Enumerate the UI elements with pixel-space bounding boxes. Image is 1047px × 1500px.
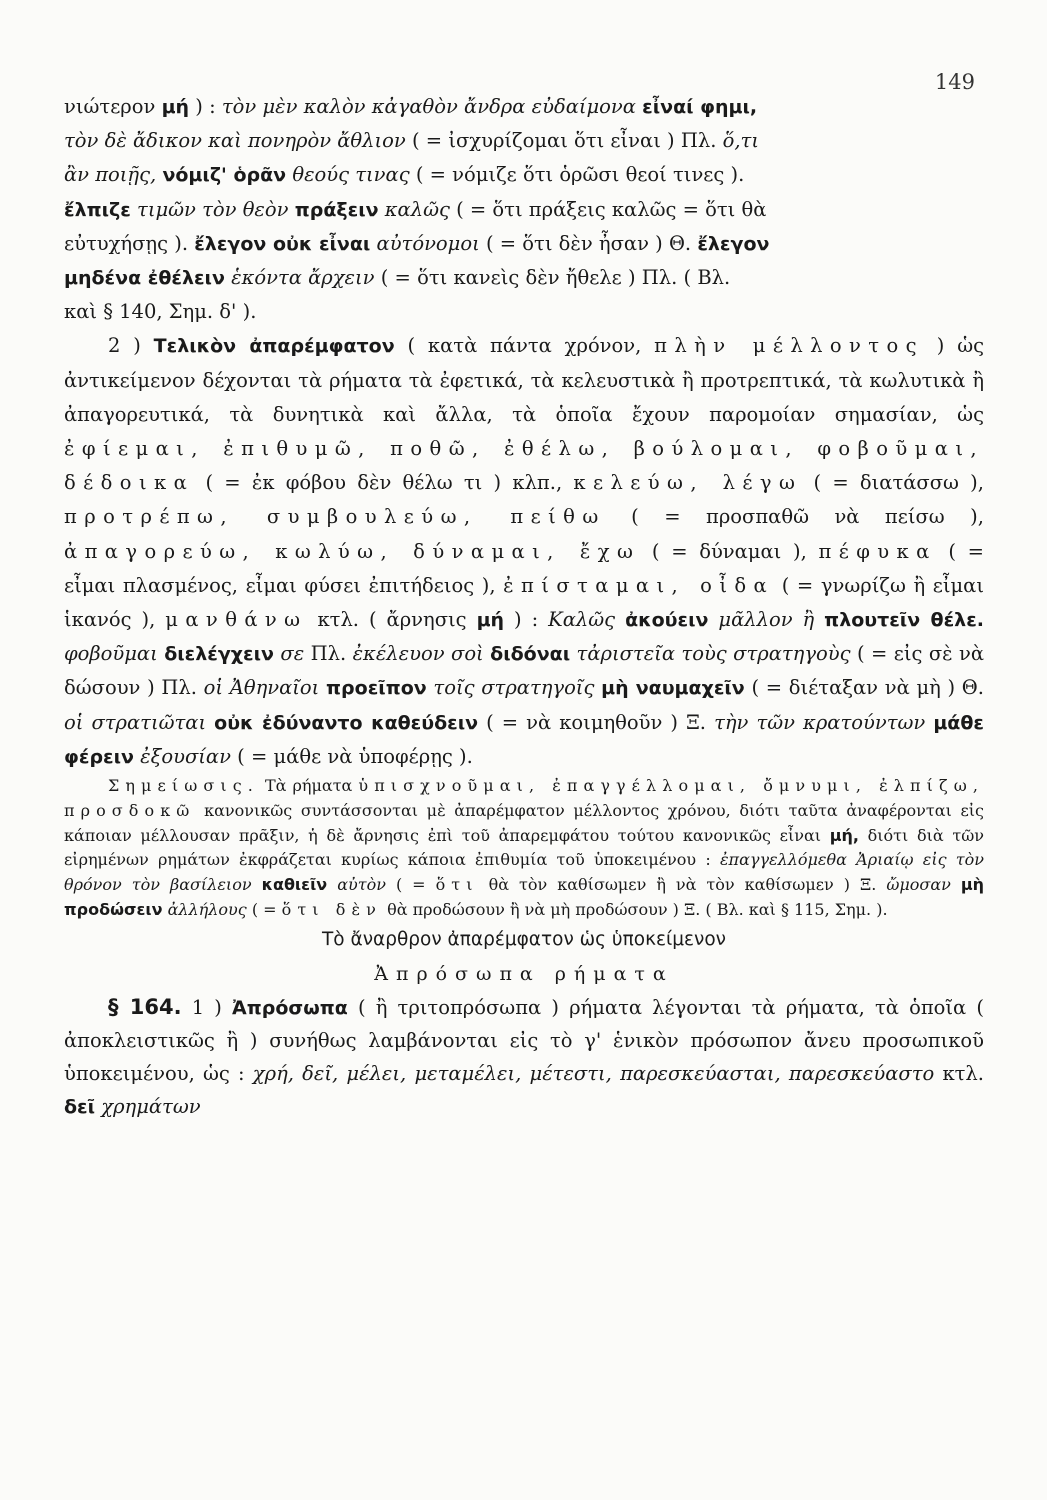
text: ( = μάθε νὰ ὑποφέρῃς ). — [230, 744, 473, 768]
text: ) : — [504, 608, 549, 632]
text: ( = νόμιζε ὅτι ὁρῶσι θεοί τινες ). — [409, 163, 745, 187]
bold-term: μή, — [829, 825, 859, 845]
text — [252, 875, 262, 894]
bold-term: δεῖ — [64, 1095, 96, 1118]
text: ( = ὅτι πράξεις καλῶς = ὅτι θὰ — [449, 197, 767, 221]
text — [615, 608, 625, 631]
page-body — [64, 90, 984, 1123]
spaced-term: ἀπαγορεύω, κωλύω, δύναμαι, ἔχω — [64, 539, 641, 563]
paragraph-impersonal-verbs — [64, 991, 984, 1123]
bold-term: διδόναι — [490, 643, 571, 666]
spaced-term: κελεύω, λέγω — [573, 471, 803, 495]
spaced-term: μανθάνω — [165, 608, 308, 632]
bold-term: ἀκούειν — [625, 609, 709, 632]
example-italic: ἐξουσίαν — [140, 744, 231, 768]
text: ( = ἐκ φόβου δὲν θέλω τι ) κλπ., — [194, 471, 574, 495]
bold-term: μηδένα ἐθέλειν — [64, 267, 225, 290]
text: 2 ) — [108, 334, 154, 358]
example-italic: αὐτόνομοι — [376, 231, 480, 255]
example-italic: καλῶς — [384, 197, 450, 221]
bold-term: ἔλεγον — [697, 232, 770, 255]
bold-term: διελέγχειν — [164, 643, 274, 666]
text: θὰ προδώσουν ἢ νὰ μὴ προδώσουν ) Ξ. ( Βλ. καὶ § 115, Σημ. ). — [382, 900, 888, 920]
bold-term: ἔλεγον οὐκ εἶναι — [194, 232, 371, 255]
text — [708, 608, 718, 631]
paragraph-examples — [64, 90, 984, 329]
text: ( = γνωρίζω ἢ εἶμαι ἱκανός ), — [64, 573, 984, 632]
text: ( = — [385, 875, 436, 895]
text: Πλ. — [304, 642, 353, 666]
text: διότι διὰ τῶν εἰρημένων ρημάτων ἐκφράζεται κυρίως κάποια ἐπιθυμία τοῦ ὑποκειμένου : — [64, 825, 984, 870]
example-italic: ἐκέλευον σοὶ — [352, 642, 484, 666]
text: ( = διέταξαν νὰ μὴ ) Θ. — [744, 676, 984, 700]
example-italic: ὅ,τι — [722, 129, 759, 153]
bold-term: οὐκ ἐδύναντο καθεύδειν — [214, 711, 479, 734]
text: ( = νὰ κοιμηθοῦν ) Ξ. — [478, 710, 715, 734]
page-number: 149 — [934, 70, 975, 94]
example-italic: χρή, δεῖ, μέλει, μεταμέλει, μέτεστι, παρεσκεύασται, παρεσκεύαστο — [252, 1061, 935, 1085]
text — [814, 608, 824, 631]
text: καὶ § 140, Σημ. δ' ). — [64, 300, 257, 324]
text — [327, 875, 337, 894]
text: ( = διατάσσω ), — [802, 471, 984, 495]
section-heading: Τὸ ἄναρθρον ἀπαρέμφατον ὡς ὑποκείμενον — [322, 928, 726, 950]
spaced-term: ἐπίσταμαι, οἶδα — [503, 573, 775, 597]
example-italic: αὐτὸν — [337, 875, 386, 895]
text: εὐτυχήσῃς ). — [64, 231, 195, 255]
bold-term: καθιεῖν — [261, 875, 328, 895]
example-italic: φοβοῦμαι — [64, 642, 158, 666]
example-italic: τὸν δὲ ἄδικον καὶ πονηρὸν ἄθλιον — [64, 129, 406, 153]
bold-term: προεῖπον — [326, 677, 427, 700]
bold-term: μή — [161, 96, 190, 118]
note-paragraph — [64, 774, 984, 923]
text: ( = — [246, 900, 282, 920]
spaced-term: πλὴν μέλλοντος — [654, 334, 924, 358]
bold-term: ἔλπιζε — [64, 198, 131, 221]
text: θὰ τὸν καθίσωμεν ἢ νὰ τὸν καθίσωμεν ) Ξ. — [478, 875, 887, 895]
spaced-term: ἐφίεμαι, ἐπιθυμῶ, ποθῶ, ἐθέλω, βούλομαι, φοβοῦμαι, δέδοικα — [64, 437, 984, 495]
example-italic: ἂν ποιῇς, — [64, 163, 157, 187]
text — [951, 875, 961, 894]
text: ( = εἶμαι πλασμένος, εἶμαι φύσει ἐπιτήδειος ), — [64, 539, 984, 597]
spaced-term: ὅτι — [435, 875, 479, 895]
text: Τὰ ρήματα — [258, 776, 359, 796]
example-italic: τοῖς στρατηγοῖς — [433, 676, 595, 700]
text: ( κατὰ πάντα χρόνον, — [394, 334, 655, 358]
example-italic: θεούς τινας — [292, 163, 410, 187]
example-italic: χρημάτων — [101, 1094, 201, 1118]
bold-term: μὴ προδώσειν — [64, 875, 985, 920]
example-italic: τὸν μὲν καλὸν κἀγαθὸν ἄνδρα εὐδαίμονα — [221, 95, 636, 118]
bold-term: πράξειν — [294, 198, 379, 221]
text: ( ἢ τριτοπρόσωπα ) ρήματα λέγονται τὰ ρήματα, τὰ ὁποῖα ( ἀποκλειστικῶς ἢ ) συνήθως λαμβάνονται εἰς τὸ γ' ἑνικὸν πρόσωπον ἄνευ προσωπικοῦ ὑποκειμένου, ὡς : — [64, 996, 984, 1085]
example-italic: σε — [280, 642, 305, 666]
subsection-heading: Ἀπρόσωπα ρήματα — [374, 963, 674, 986]
bold-term: μὴ ναυμαχεῖν — [601, 677, 745, 700]
text: ( = δύναμαι ), — [640, 539, 819, 563]
text: ) ὡς ἀντικείμενον δέχονται τὰ ρήματα τὰ ἐφετικά, τὰ κελευστικὰ ἢ προτρεπτικά, τὰ κωλυτικὰ ἢ ἀπαγορευτικά, τὰ δυνητικὰ καὶ ἄλλα, τὰ ὁποῖα ἔχουν παρομοίαν σημασίαν, ὡς — [64, 334, 985, 426]
example-italic: ἐπαγγελλόμεθα Ἀριαίῳ εἰς τὸν θρόνον τὸν βασίλειον — [64, 850, 984, 895]
text: ( = ἰσχυρίζομαι ὅτι εἶναι ) Πλ. — [405, 129, 723, 153]
spaced-term: ὑπισχνοῦμαι, ἐπαγγέλλομαι, ὄμνυμι, ἐλπίζω, προσδοκῶ — [64, 776, 984, 820]
text: κανονικῶς συντάσσονται μὲ ἀπαρέμφατον μέλλοντος χρόνου, διότι ταῦτα ἀναφέρονται εἰς κάποιαν μέλλουσαν πρᾶξιν, ἡ δὲ ἄρνησις ἐπὶ τοῦ ἀπαρεμφάτου τούτου κανονικῶς εἶναι — [64, 800, 984, 845]
example-italic: ὤμοσαν — [886, 875, 951, 895]
example-italic: τὴν τῶν κρατούντων — [714, 710, 926, 734]
text: ) : — [189, 95, 222, 118]
example-italic: οἱ Ἀθηναῖοι — [203, 676, 320, 700]
bold-term: εἶναί φημι, — [642, 96, 758, 118]
text — [206, 711, 214, 734]
spaced-term: προτρέπω, συμβουλεύω, πείθω — [64, 505, 606, 529]
spaced-term: ὅτι δὲν — [281, 900, 382, 920]
example-italic: ἑκόντα ἄρχειν — [231, 266, 375, 290]
text: ( = ὅτι δὲν ἦσαν ) Θ. — [479, 231, 698, 255]
bold-term: Ἀπρόσωπα — [232, 997, 348, 1020]
text: κτλ. — [934, 1061, 984, 1085]
note-label: Σημείωσις. — [108, 776, 259, 796]
bold-term: Τελικὸν ἀπαρέμφατον — [153, 335, 395, 358]
text: ( = εἰς σὲ νὰ δώσουν ) Πλ. — [64, 642, 985, 700]
bold-term: νόμιζ' ὁρᾶν — [162, 164, 287, 187]
text: 1 ) — [181, 996, 233, 1020]
example-italic: ἀλλήλους — [167, 900, 247, 920]
example-italic: ἢ — [802, 608, 815, 632]
text: ( = προσπαθῶ νὰ πείσω ), — [605, 505, 984, 529]
example-italic: τἀριστεῖα τοὺς στρατηγοὺς — [576, 642, 851, 666]
text: κτλ. ( ἄρνησις — [307, 608, 477, 632]
example-italic: οἱ στρατιῶται — [64, 710, 207, 734]
text: νιώτερον — [64, 95, 162, 118]
spaced-term: πέφυκα — [818, 539, 937, 563]
bold-term: μάθε φέρειν — [64, 711, 984, 768]
bold-term: πλουτεῖν θέλε. — [824, 609, 984, 632]
example-italic: μᾶλλον — [718, 608, 793, 632]
bold-term: μή — [476, 609, 505, 632]
example-italic: Καλῶς — [548, 608, 616, 632]
text: ( = ὅτι κανεὶς δὲν ἤθελε ) Πλ. ( Βλ. — [374, 266, 731, 290]
example-italic: τιμῶν τὸν θεὸν — [137, 197, 289, 221]
section-number: § 164. — [108, 995, 182, 1020]
paragraph-final-infinitive — [64, 329, 984, 774]
